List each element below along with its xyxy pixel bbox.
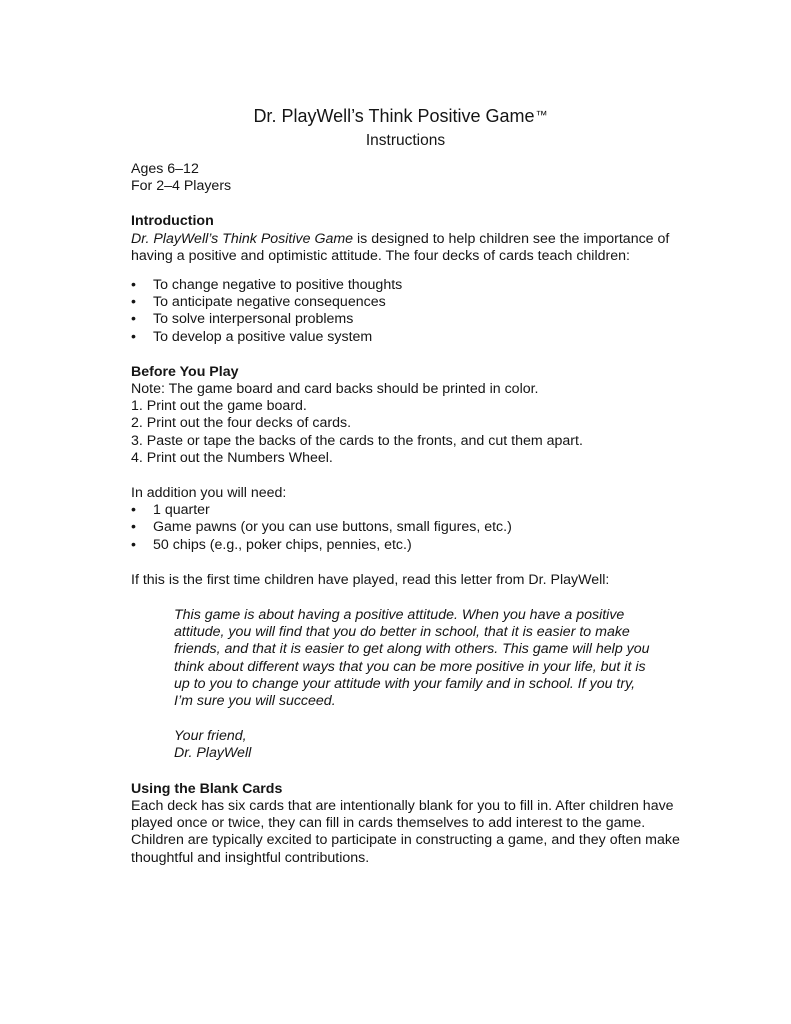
ages-line: Ages 6–12: [131, 161, 199, 177]
title-text: Dr. PlayWell’s Think Positive Game: [253, 106, 535, 126]
step-item: 3. Paste or tape the backs of the cards to the fronts, and cut them apart.: [131, 432, 583, 449]
before-heading: Before You Play: [131, 363, 239, 380]
before-note: Note: The game board and card backs should be printed in color.: [131, 381, 539, 398]
intro-bullet-list: [131, 277, 681, 346]
list-item: • 1 quarter: [131, 502, 681, 519]
trademark-symbol: ™: [535, 108, 548, 122]
letter-closing: Your friend,: [174, 728, 247, 745]
intro-game-name: Dr. PlayWell’s Think Positive Game: [131, 230, 354, 247]
blank-cards-paragraph: Each deck has six cards that are intentionally blank for you to fill in. After children have played once or twice, they can fill in cards themselves to add interest to the game. Children are typically excited to participate in constructing a game, and they often make thoughtful and insightful contributions.: [131, 797, 680, 866]
document-title: [10, 104, 791, 127]
title-block: [0, 104, 791, 151]
blank-cards-heading: Using the Blank Cards: [131, 780, 283, 797]
step-item: 1. Print out the game board.: [131, 398, 307, 415]
letter-block: [174, 607, 652, 763]
needs-intro: In addition you will need:: [131, 485, 287, 502]
list-item: • To develop a positive value system: [131, 329, 681, 346]
list-item: • 50 chips (e.g., poker chips, pennies, etc.): [131, 537, 681, 554]
list-item: • To solve interpersonal problems: [131, 311, 681, 328]
list-item: • To anticipate negative consequences: [131, 294, 681, 311]
needs-bullet-list: [131, 502, 681, 554]
letter-body: This game is about having a positive attitude. When you have a positive attitude, you will find that you do better in school, that it is easier to make friends, and that it is easier to get along with others. This game will help you think about different ways that you can be more positive in your life, but it is up to you to change your attitude with your family and in school. If you try, I’m sure you will succeed.: [174, 607, 650, 710]
letter-signature: Dr. PlayWell: [174, 745, 252, 762]
intro-heading: Introduction: [131, 213, 214, 230]
document-subtitle: Instructions: [365, 132, 446, 149]
intro-paragraph: [131, 231, 681, 265]
players-line: For 2–4 Players: [131, 178, 232, 195]
list-item: • Game pawns (or you can use buttons, small figures, etc.): [131, 519, 681, 536]
step-item: 4. Print out the Numbers Wheel.: [131, 449, 333, 466]
document-body: [131, 161, 681, 867]
list-item: • To change negative to positive thoughts: [131, 277, 681, 294]
step-item: 2. Print out the four decks of cards.: [131, 415, 352, 432]
first-time-line: If this is the first time children have played, read this letter from Dr. PlayWell:: [131, 571, 610, 588]
intro-text: is designed to help children see the importance of having a positive and optimistic attitude. The four decks of cards teach children:: [131, 230, 670, 264]
